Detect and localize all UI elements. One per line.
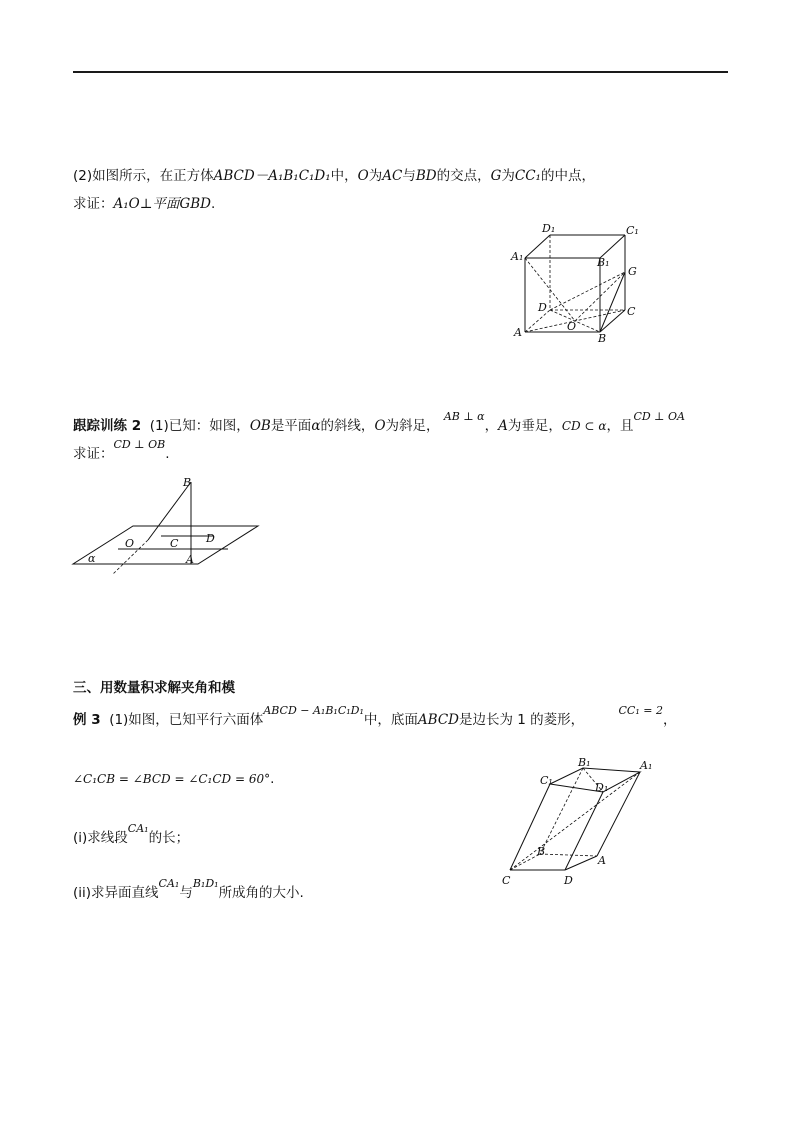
ppd-label-a: A (598, 854, 606, 867)
problem-2-prove: 求证：A₁O⊥平面GBD. (73, 196, 216, 212)
cube-label-d1: D₁ (542, 222, 556, 235)
cube-label-c1: C₁ (626, 224, 639, 237)
ppd-label-c1: C₁ (540, 774, 553, 787)
plane-label-alpha: α (88, 552, 96, 565)
example-3-angles: ∠C₁CB = ∠BCD = ∠C₁CD = 60°. (73, 771, 275, 787)
followup-statement: 跟踪训练 2 (1)已知：如图，OB是平面α的斜线，O为斜足， $^{AB \perp \alpha}$，A为垂足，CD ⊂ α，且$^{CD \perp OA}$ (73, 410, 685, 434)
plane-label-a: A (186, 553, 194, 566)
cube-label-g: G (628, 265, 637, 278)
plane-label-o: O (125, 537, 135, 550)
plane-figure (73, 474, 273, 574)
cube-label-a: A (514, 326, 522, 339)
plane-label-b: B (183, 476, 192, 489)
ppd-label-b1: B₁ (578, 756, 591, 769)
ppd-label-a1: A₁ (640, 759, 653, 772)
cube-label-a1: A₁ (511, 250, 524, 263)
plane-label-c: C (170, 537, 179, 550)
cube-label-d: D (538, 301, 547, 314)
plane-label-d: D (206, 532, 215, 545)
question-ii: (ii)求异面直线$^{CA_1}$与$^{B_1D_1}$所成角的大小. (73, 877, 304, 901)
section-3-heading: 三、用数量积求解夹角和模 (73, 680, 235, 696)
cube-label-c: C (627, 305, 636, 318)
parallelepiped-figure (500, 758, 660, 888)
problem-2-statement: (2)如图所示，在正方体ABCD－A₁B₁C₁D₁中，O为AC与BD的交点，G为CC₁的中点， (73, 168, 595, 184)
header-rule (73, 71, 728, 73)
cube-label-b: B (598, 332, 607, 345)
cube-label-o: O (567, 320, 577, 333)
example-3-statement: 例 3 (1)如图，已知平行六面体$^{ABCD - A_1B_1C_1D_1}$中，底面ABCD是边长为 1 的菱形， $^{CC_1 = 2}$， (73, 704, 677, 728)
cube-figure (505, 220, 665, 350)
followup-prove: 求证：$^{CD \perp OB}$. (73, 438, 170, 462)
question-i: (i)求线段$^{CA_1}$的长； (73, 822, 190, 846)
ppd-label-d1: D₁ (595, 781, 609, 794)
ppd-label-d: D (564, 874, 573, 887)
ppd-label-c: C (502, 874, 511, 887)
ppd-label-b: B (537, 845, 546, 858)
cube-label-b1: B₁ (597, 256, 610, 269)
